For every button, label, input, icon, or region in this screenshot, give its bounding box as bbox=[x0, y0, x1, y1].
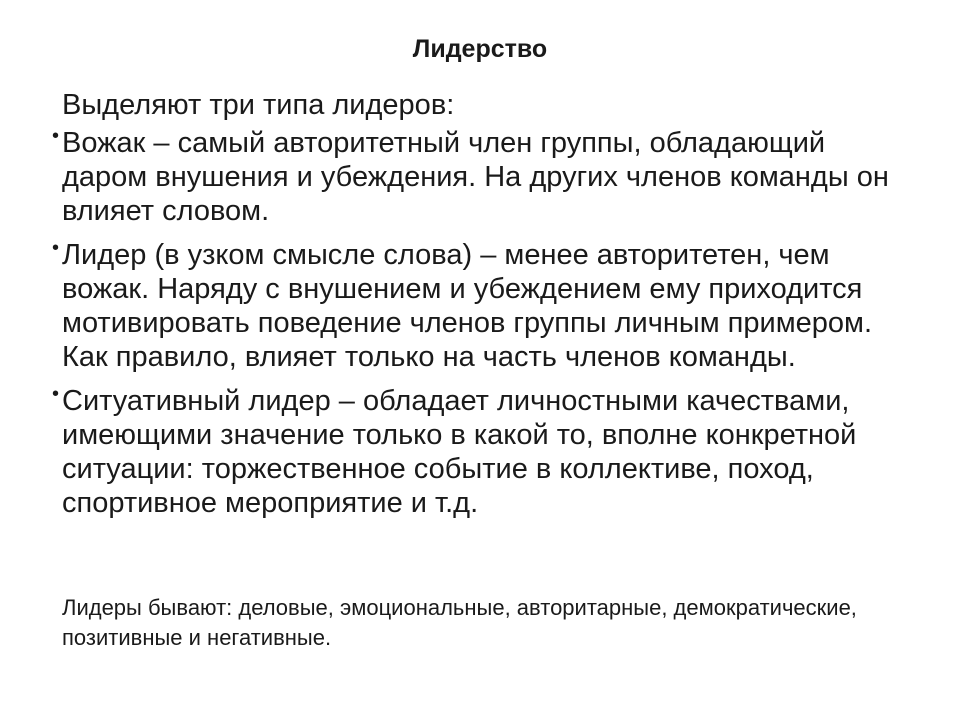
summary-note: Лидеры бывают: деловые, эмоциональные, авторитарные, демократические, позитивные и негативные. bbox=[62, 595, 857, 650]
bullet-dot-icon: • bbox=[52, 125, 60, 147]
bullet-dot-icon: • bbox=[52, 237, 60, 259]
bullet-text: Вожак – самый авторитетный член группы, обладающий даром внушения и убеждения. На других членов команды он влияет словом. bbox=[62, 127, 889, 227]
bullet-text: Ситуативный лидер – обладает личностными качествами, имеющими значение только в какой то, вполне конкретной ситуации: торжественное событие в коллективе, поход, спортивное мероприятие и т.д. bbox=[62, 385, 857, 519]
slide-title: Лидерство bbox=[412, 35, 548, 63]
bullet-item-situativnyi bbox=[52, 384, 912, 520]
bullet-dot-icon: • bbox=[52, 383, 60, 405]
intro-text: Выделяют три типа лидеров: bbox=[62, 89, 455, 121]
bullet-text: Лидер (в узком смысле слова) – менее авторитетен, чем вожак. Наряду с внушением и убеждением ему приходится мотивировать поведение членов группы личным примером. Как правило, влияет только на часть членов команды. bbox=[62, 239, 873, 373]
bullet-item-lider bbox=[52, 238, 912, 374]
bullet-item-vozhak bbox=[52, 126, 912, 228]
bullet-list bbox=[52, 126, 912, 530]
